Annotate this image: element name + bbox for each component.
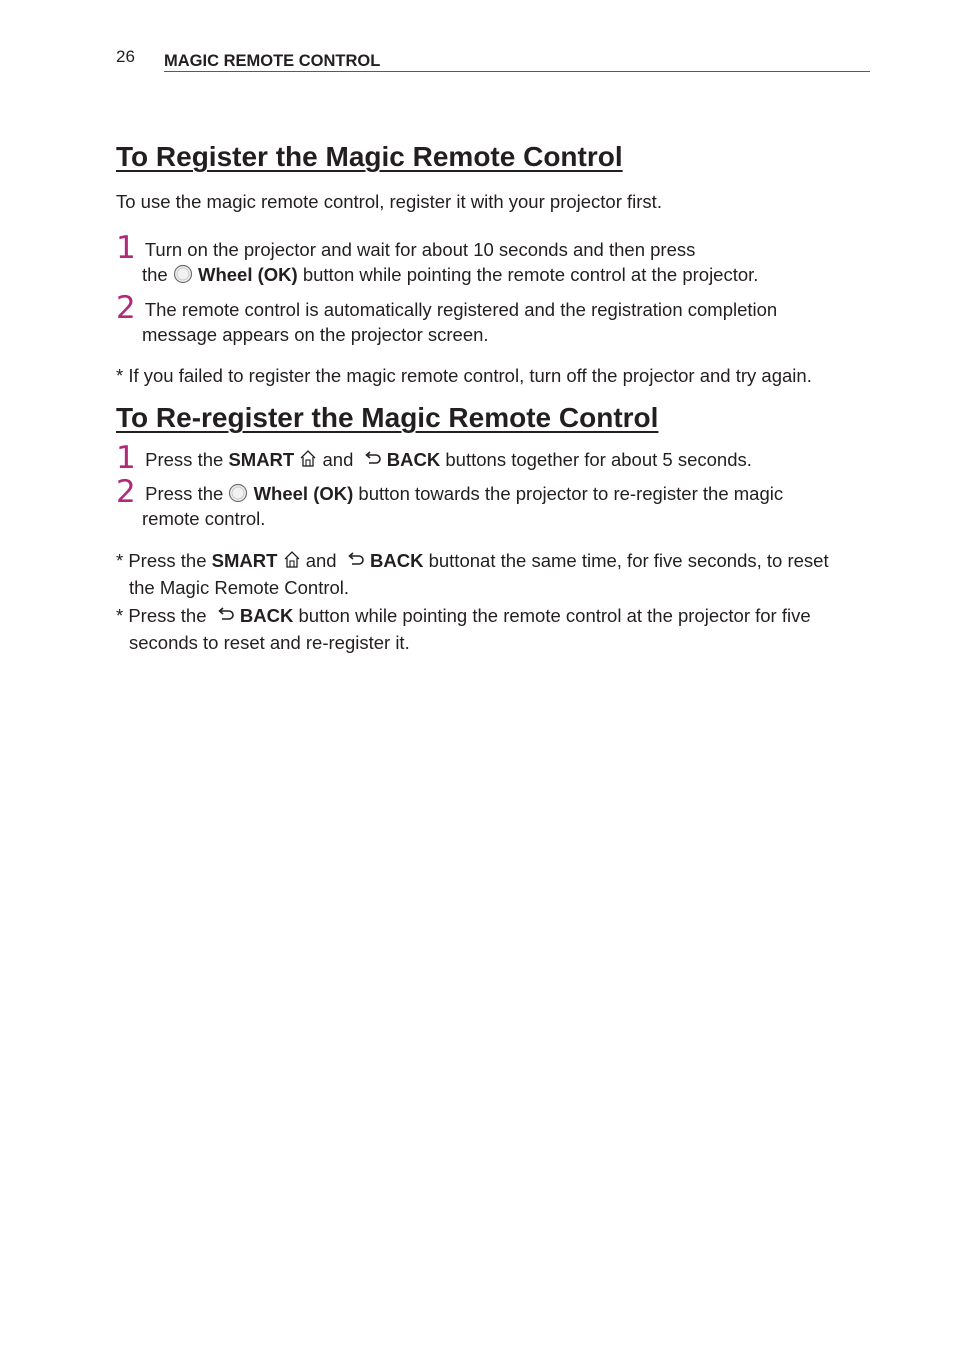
step-text: and	[322, 449, 354, 470]
register-note: * If you failed to register the magic remote control, turn off the projector and try again.	[116, 365, 812, 386]
back-icon	[347, 552, 365, 570]
back-icon	[364, 451, 382, 469]
register-title: To Register the Magic Remote Control	[116, 141, 623, 172]
smart-label: SMART	[211, 550, 278, 571]
step-number: 1	[116, 440, 136, 476]
step-text: buttons together for about 5 seconds.	[445, 449, 752, 470]
back-label: BACK	[386, 449, 441, 470]
back-label: BACK	[370, 550, 424, 571]
back-icon	[217, 607, 235, 625]
note-text: the Magic Remote Control.	[129, 577, 350, 598]
step-text: The remote control is automatically registered and the registration completion	[144, 299, 778, 320]
wheel-icon	[173, 264, 193, 284]
register-intro: To use the magic remote control, register it with your projector first.	[116, 191, 662, 212]
reregister-step-1	[116, 440, 752, 476]
step-text: message appears on the projector screen.	[142, 324, 489, 345]
step-text: button while pointing the remote control at the projector.	[302, 264, 759, 285]
note-text: * Press the	[116, 605, 207, 626]
step-text: Turn on the projector and wait for about 10 seconds and then press	[144, 239, 696, 260]
wheel-icon	[228, 483, 248, 503]
note-text: and	[305, 550, 337, 571]
step-text: the	[142, 264, 168, 285]
page-number: 26	[116, 47, 135, 66]
running-head: MAGIC REMOTE CONTROL	[164, 52, 381, 70]
wheel-ok-label: Wheel (OK)	[198, 264, 298, 285]
register-step-2	[116, 290, 778, 347]
home-icon	[299, 449, 317, 469]
home-icon	[283, 550, 301, 570]
reregister-note-1	[116, 547, 829, 601]
step-text: Press the	[145, 449, 224, 470]
note-text: seconds to reset and re-register it.	[129, 632, 410, 653]
back-label: BACK	[239, 605, 294, 626]
reregister-title: To Re-register the Magic Remote Control	[116, 402, 659, 433]
note-text: buttonat the same time, for five seconds, to reset	[428, 550, 829, 571]
step-number: 1	[116, 230, 136, 266]
step-text: remote control.	[142, 508, 266, 529]
note-text: button while pointing the remote control at the projector for five	[298, 605, 811, 626]
wheel-ok-label: Wheel (OK)	[253, 483, 354, 504]
header-rule	[164, 71, 870, 72]
register-step-1	[116, 230, 759, 287]
reregister-step-2	[116, 474, 784, 531]
note-text: * Press the	[116, 550, 207, 571]
step-number: 2	[116, 474, 136, 510]
reregister-note-2	[116, 602, 811, 656]
step-text: button towards the projector to re-register the magic	[358, 483, 784, 504]
smart-label: SMART	[228, 449, 295, 470]
step-number: 2	[116, 290, 136, 326]
step-text: Press the	[145, 483, 224, 504]
